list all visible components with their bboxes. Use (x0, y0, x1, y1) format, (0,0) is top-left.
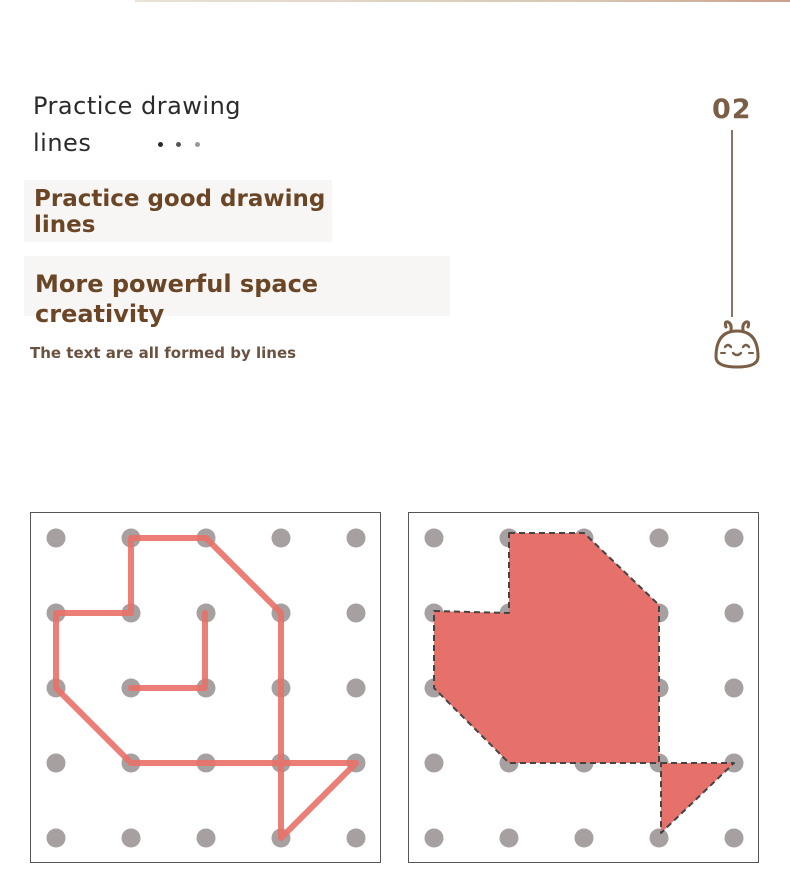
title-line-1: Practice drawing (33, 92, 242, 120)
peg (122, 829, 141, 848)
practice-label: Practice good drawing lines (24, 180, 332, 242)
geoboard-right-canvas (409, 513, 760, 864)
dot (195, 142, 200, 147)
peg (500, 829, 519, 848)
step-number: 02 (712, 94, 752, 125)
title-line-2: lines (33, 129, 92, 157)
rubber-band-spiral (131, 613, 205, 688)
peg (347, 604, 366, 623)
peg (197, 829, 216, 848)
peg (47, 754, 66, 773)
caption-text: The text are all formed by lines (30, 344, 297, 362)
peg (425, 829, 444, 848)
creativity-label: More powerful space creativity (24, 256, 450, 316)
peg (347, 829, 366, 848)
peg (347, 529, 366, 548)
geoboard-left-canvas (31, 513, 382, 864)
timeline-line (731, 130, 733, 317)
peg (425, 529, 444, 548)
peg (725, 604, 744, 623)
dot (176, 142, 181, 147)
dot (158, 142, 163, 147)
peg (725, 529, 744, 548)
geoboard-left (30, 512, 381, 863)
peg (650, 829, 669, 848)
ellipsis-dots-icon (158, 142, 206, 150)
peg (425, 754, 444, 773)
filled-triangle-shape (661, 763, 734, 833)
page-title (33, 88, 333, 162)
peg (47, 529, 66, 548)
peg (725, 829, 744, 848)
filled-heart-shape (434, 533, 659, 763)
geoboard-right (408, 512, 759, 863)
peg (272, 529, 291, 548)
peg (650, 529, 669, 548)
top-rule (135, 0, 790, 2)
smiling-bunny-icon (712, 319, 762, 369)
peg (575, 829, 594, 848)
peg (47, 829, 66, 848)
peg (725, 679, 744, 698)
peg (347, 679, 366, 698)
